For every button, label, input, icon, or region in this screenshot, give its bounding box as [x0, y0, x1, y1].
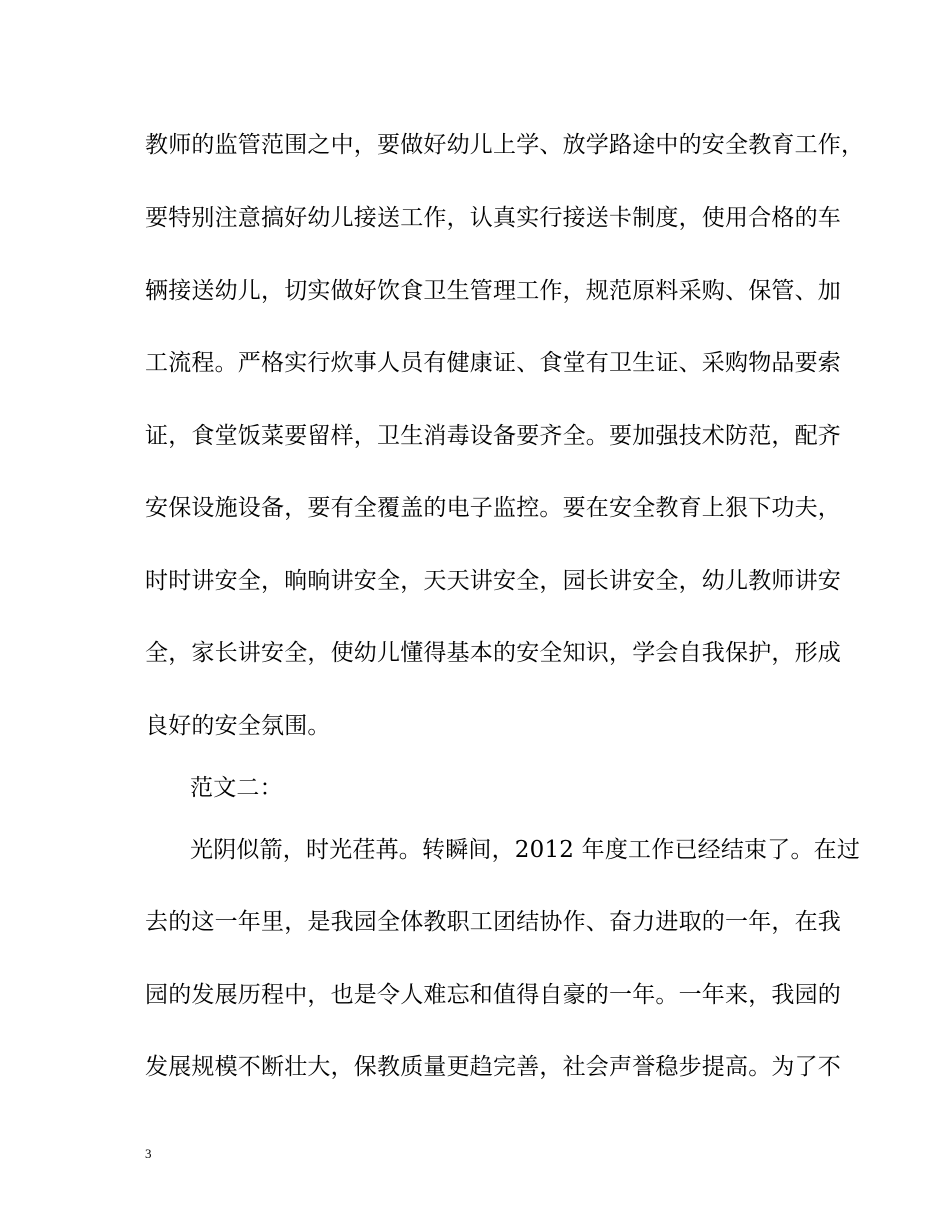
text-line-11: 光阴似箭，时光荏苒。转瞬间，2012 年度工作已经结束了。在过 — [190, 837, 861, 863]
text-line-9: 良好的安全氛围。 — [145, 713, 331, 739]
text-line-2: 要特别注意搞好幼儿接送工作，认真实行接送卡制度，使用合格的车 — [145, 205, 841, 231]
text-line-1: 教师的监管范围之中，要做好幼儿上学、放学路途中的安全教育工作， — [145, 132, 865, 158]
text-line-7: 时时讲安全，晌晌讲安全，天天讲安全，园长讲安全，幼儿教师讲安 — [145, 568, 841, 594]
text-line-6: 安保设施设备，要有全覆盖的电子监控。要在安全教育上狠下功夫， — [145, 495, 841, 521]
text-line-14: 发展规模不断壮大，保教质量更趋完善，社会声誉稳步提高。为了不 — [145, 1054, 841, 1080]
text-line-13: 园的发展历程中，也是令人难忘和值得自豪的一年。一年来，我园的 — [145, 982, 841, 1008]
text-line-3: 辆接送幼儿，切实做好饮食卫生管理工作，规范原料采购、保管、加 — [145, 278, 841, 304]
text-line-8: 全，家长讲安全，使幼儿懂得基本的安全知识，学会自我保护，形成 — [145, 640, 841, 666]
text-line-12: 去的这一年里，是我园全体教职工团结协作、奋力进取的一年，在我 — [145, 909, 841, 935]
section-heading: 范文二： — [190, 775, 283, 801]
text-line-4: 工流程。严格实行炊事人员有健康证、食堂有卫生证、采购物品要索 — [145, 350, 841, 376]
text-line-5: 证，食堂饭菜要留样，卫生消毒设备要齐全。要加强技术防范，配齐 — [145, 423, 841, 449]
page-number: 3 — [145, 1146, 152, 1161]
